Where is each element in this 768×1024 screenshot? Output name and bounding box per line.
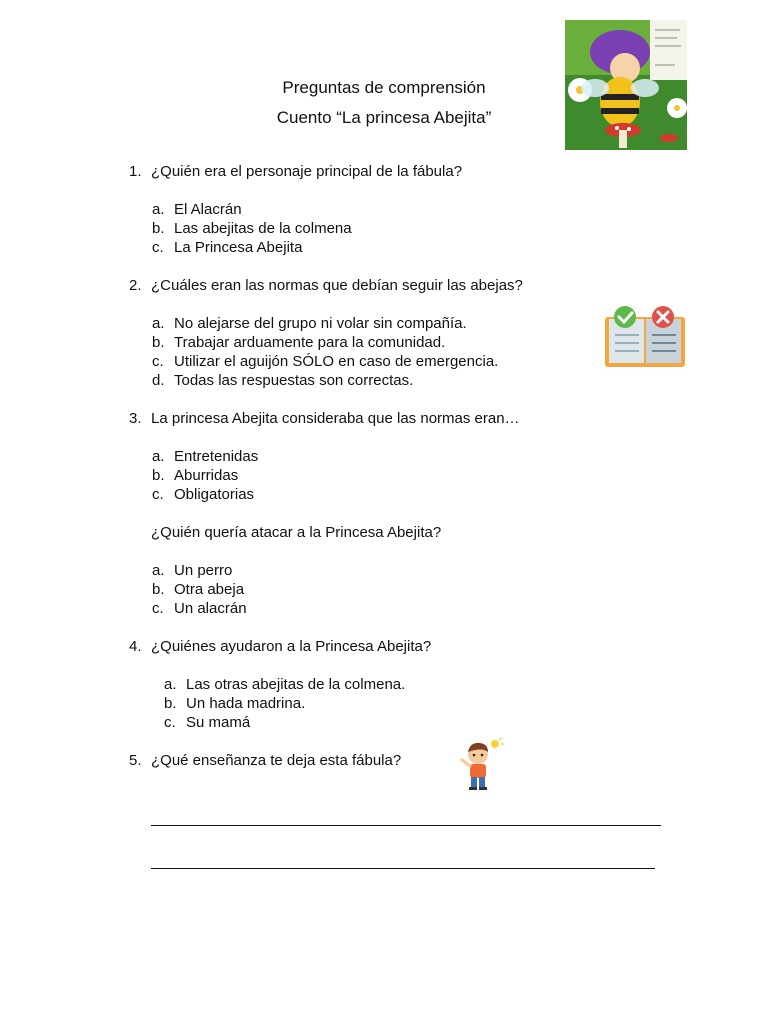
- option-text: Entretenidas: [174, 448, 259, 465]
- option-text: Aburridas: [174, 467, 239, 484]
- question-text: ¿Cuáles eran las normas que debían seguir las abejas?: [151, 277, 523, 294]
- question-text: ¿Quiénes ayudaron a la Princesa Abejita?: [151, 638, 432, 655]
- option-letter: a.: [152, 315, 165, 332]
- answer-line-1[interactable]: [151, 825, 661, 826]
- option-letter: c.: [152, 486, 164, 503]
- option-letter: a.: [152, 562, 165, 579]
- option-text: El Alacrán: [174, 201, 242, 218]
- bee-princess-illustration: [565, 20, 687, 150]
- question-text: ¿Quién era el personaje principal de la fábula?: [151, 163, 463, 180]
- option-letter: c.: [152, 239, 164, 256]
- question-number: 2.: [129, 277, 142, 294]
- question-text: La princesa Abejita consideraba que las normas eran…: [151, 410, 520, 427]
- answer-line-2[interactable]: [151, 868, 655, 869]
- option-letter: b.: [164, 695, 177, 712]
- option-letter: d.: [152, 372, 165, 389]
- question-number: 4.: [129, 638, 142, 655]
- option-letter: a.: [152, 448, 165, 465]
- question-number: 3.: [129, 410, 142, 427]
- thinking-child-icon: [458, 738, 506, 792]
- question-number: 5.: [129, 752, 142, 769]
- option-letter: b.: [152, 334, 165, 351]
- question-number: 1.: [129, 163, 142, 180]
- question-text: ¿Quién quería atacar a la Princesa Abejita?: [151, 524, 442, 541]
- option-text: Utilizar el aguijón SÓLO en caso de emergencia.: [174, 353, 499, 370]
- option-text: Las abejitas de la colmena: [174, 220, 352, 237]
- option-letter: c.: [152, 353, 164, 370]
- option-text: La Princesa Abejita: [174, 239, 303, 256]
- option-text: Un alacrán: [174, 600, 247, 617]
- option-text: Obligatorias: [174, 486, 255, 503]
- option-letter: a.: [164, 676, 177, 693]
- worksheet-title: Preguntas de comprensión: [282, 78, 486, 97]
- option-text: Todas las respuestas son correctas.: [174, 372, 414, 389]
- option-letter: c.: [164, 714, 176, 731]
- option-text: Un perro: [174, 562, 233, 579]
- option-text: Su mamá: [186, 714, 251, 731]
- option-letter: b.: [152, 581, 165, 598]
- checklist-book-icon: [603, 305, 687, 369]
- option-letter: c.: [152, 600, 164, 617]
- option-text: Otra abeja: [174, 581, 245, 598]
- option-text: Las otras abejitas de la colmena.: [186, 676, 406, 693]
- option-letter: b.: [152, 220, 165, 237]
- option-text: No alejarse del grupo ni volar sin compañía.: [174, 315, 467, 332]
- question-text: ¿Qué enseñanza te deja esta fábula?: [151, 752, 402, 769]
- option-letter: a.: [152, 201, 165, 218]
- worksheet-subtitle: Cuento “La princesa Abejita”: [276, 108, 492, 127]
- option-text: Trabajar arduamente para la comunidad.: [174, 334, 446, 351]
- option-text: Un hada madrina.: [186, 695, 306, 712]
- option-letter: b.: [152, 467, 165, 484]
